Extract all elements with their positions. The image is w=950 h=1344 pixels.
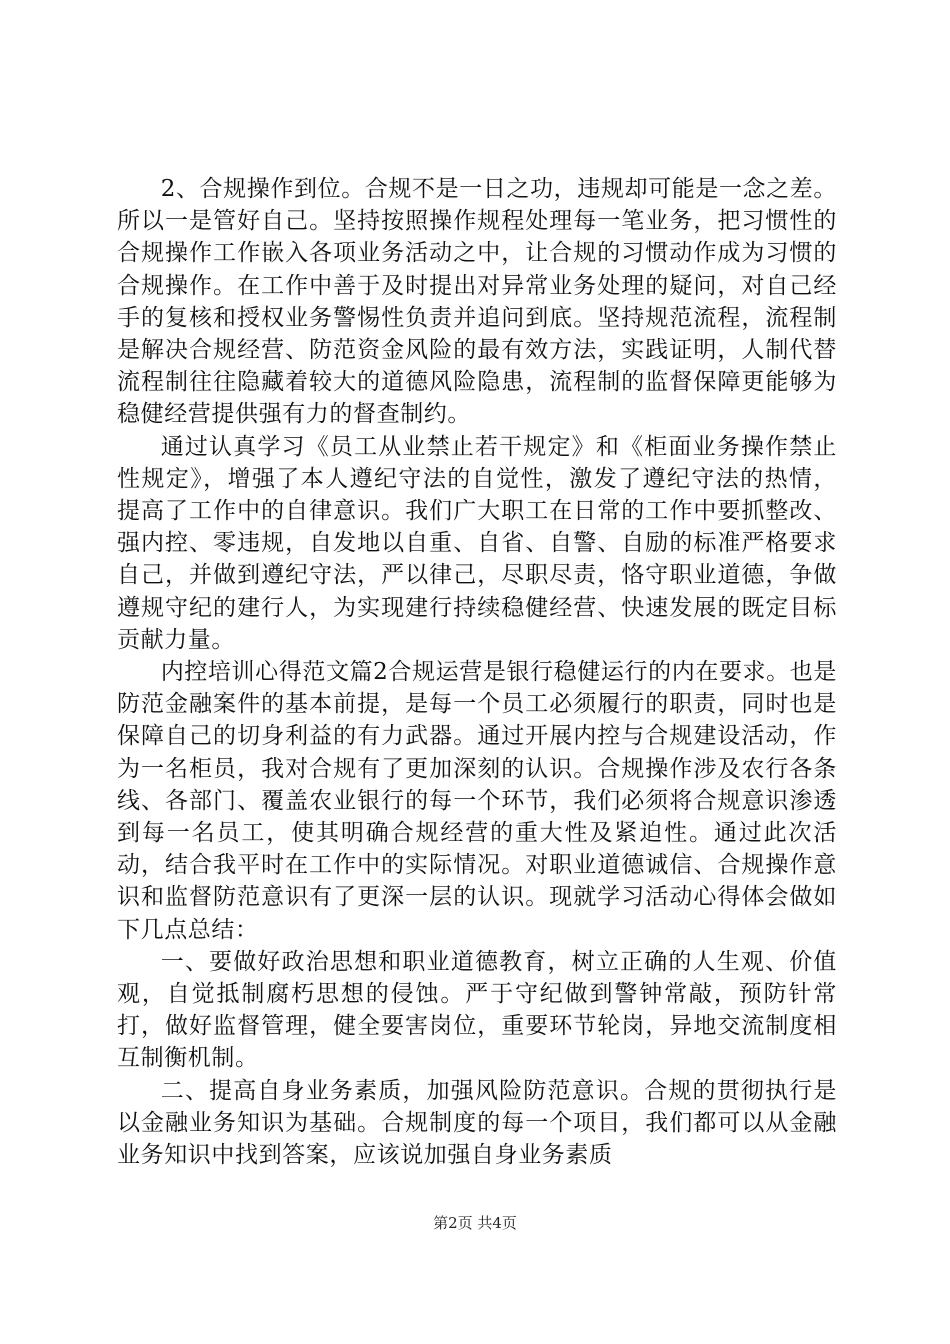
paragraph-point-one: 一、要做好政治思想和职业道德教育，树立正确的人生观、价值观，自觉抵制腐朽思想的侵蚀。严于守纪做到警钟常敲，预防针常打，做好监督管理，健全要害岗位，重要环节轮岗，异地交流制度相互制衡机制。: [117, 948, 837, 1072]
paragraph-compliance-operation: 2、合规操作到位。合规不是一日之功，违规却可能是一念之差。所以一是管好自己。坚持按照操作规程处理每一笔业务，把习惯性的合规操作工作嵌入各项业务活动之中，让合规的习惯动作成为习惯的合规操作。在工作中善于及时提出对异常业务处理的疑问，对自己经手的复核和授权业务警惕性负责并追问到底。坚持规范流程，流程制是解决合规经营、防范资金风险的最有效方法，实践证明，人制代替流程制往往隐藏着较大的道德风险隐患，流程制的监督保障更能够为稳健经营提供强有力的督查制约。: [117, 176, 837, 428]
paragraph-point-two: 二、提高自身业务素质，加强风险防范意识。合规的贯彻执行是以金融业务知识为基础。合规制度的每一个项目，我们都可以从金融业务知识中找到答案，应该说加强自身业务素质: [117, 1077, 837, 1169]
paragraph-training-essay-2: 内控培训心得范文篇2合规运营是银行稳健运行的内在要求。也是防范金融案件的基本前提，是每一个员工必须履行的职责，同时也是保障自己的切身利益的有力武器。通过开展内控与合规建设活动，作为一名柜员，我对合规有了更加深刻的认识。合规操作涉及农行各条线、各部门、覆盖农业银行的每一个环节，我们必须将合规意识渗透到每一名员工，使其明确合规经营的重大性及紧迫性。通过此次活动，结合我平时在工作中的实际情况。对职业道德诚信、合规操作意识和监督防范意识有了更深一层的认识。现就学习活动心得体会做如下几点总结：: [117, 659, 837, 943]
document-body: [117, 173, 837, 1171]
page-number-footer: 第2页 共4页: [433, 1214, 517, 1232]
paragraph-study-regulations: 通过认真学习《员工从业禁止若干规定》和《柜面业务操作禁止性规定》，增强了本人遵纪守法的自觉性，激发了遵纪守法的热情，提高了工作中的自律意识。我们广大职工在日常的工作中要抓整改、强内控、零违规，自发地以自重、自省、自警、自励的标准严格要求自己，并做到遵纪守法，严以律己，尽职尽责，恪守职业道德，争做遵规守纪的建行人，为实现建行持续稳健经营、快速发展的既定目标贡献力量。: [117, 433, 837, 653]
